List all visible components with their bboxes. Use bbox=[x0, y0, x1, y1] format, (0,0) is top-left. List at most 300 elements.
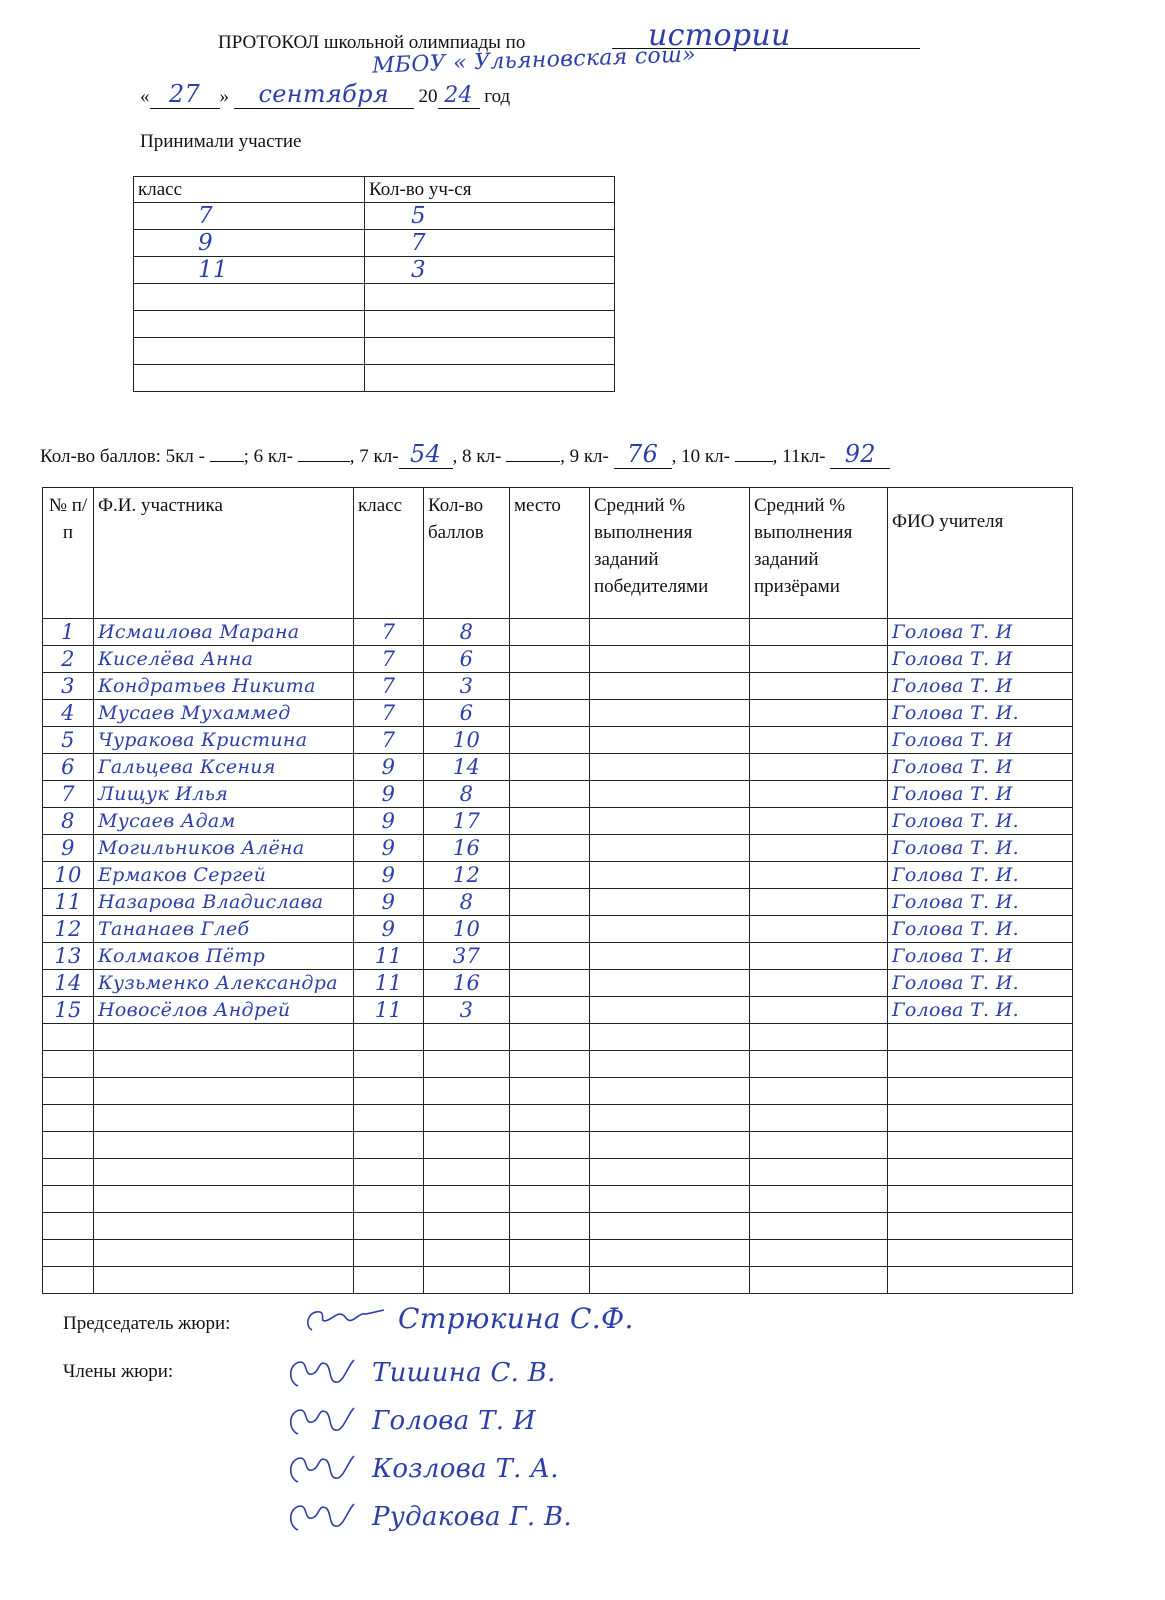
cell-score: 16 bbox=[424, 835, 510, 862]
participation-row bbox=[134, 338, 615, 365]
cell-avg-winners bbox=[590, 889, 750, 916]
cell-name: Могильников Алёна bbox=[94, 835, 354, 862]
cell-place bbox=[510, 673, 590, 700]
participation-header-row bbox=[134, 177, 615, 203]
score-10 bbox=[735, 461, 773, 462]
cell-score bbox=[424, 1105, 510, 1132]
cell-name bbox=[94, 1051, 354, 1078]
year-word: год bbox=[484, 86, 511, 107]
cell-place bbox=[510, 943, 590, 970]
cell-place bbox=[510, 1078, 590, 1105]
member-name: Козлова Т. А. bbox=[372, 1454, 559, 1484]
cell-name bbox=[94, 1213, 354, 1240]
cell-num bbox=[43, 1105, 94, 1132]
participation-row bbox=[134, 230, 615, 257]
table-row bbox=[43, 1240, 1073, 1267]
member-signature bbox=[282, 1352, 362, 1398]
cell-place bbox=[510, 1240, 590, 1267]
table-row bbox=[43, 619, 1073, 646]
participation-class-cell bbox=[134, 311, 365, 338]
cell-num bbox=[43, 1078, 94, 1105]
cell-avg-winners bbox=[590, 646, 750, 673]
cell-num: 12 bbox=[43, 916, 94, 943]
member-name: Рудакова Г. В. bbox=[372, 1502, 572, 1532]
results-header-row bbox=[43, 488, 1073, 619]
cell-place bbox=[510, 1051, 590, 1078]
cell-teacher bbox=[888, 1132, 1073, 1159]
cell-num: 10 bbox=[43, 862, 94, 889]
col-teacher-header: ФИО учителя bbox=[888, 488, 1073, 619]
cell-score: 17 bbox=[424, 808, 510, 835]
member-signature bbox=[282, 1400, 362, 1446]
cell-name bbox=[94, 1159, 354, 1186]
participation-count-cell: 3 bbox=[365, 257, 615, 284]
col-place-header: место bbox=[510, 488, 590, 619]
cell-class bbox=[354, 1024, 424, 1051]
participation-row bbox=[134, 203, 615, 230]
table-row bbox=[43, 1105, 1073, 1132]
cell-score bbox=[424, 1132, 510, 1159]
subject-value: истории bbox=[648, 18, 791, 53]
table-row bbox=[43, 808, 1073, 835]
year-field bbox=[438, 83, 480, 109]
scores-line bbox=[40, 440, 890, 469]
cell-class: 7 bbox=[354, 619, 424, 646]
col-count-header: Кол-во уч-ся bbox=[365, 177, 615, 203]
cell-avg-prize bbox=[750, 943, 888, 970]
cell-score: 8 bbox=[424, 781, 510, 808]
table-row bbox=[43, 1267, 1073, 1294]
cell-name: Назарова Владислава bbox=[94, 889, 354, 916]
month-field bbox=[234, 80, 414, 109]
cell-teacher: Голова Т. И bbox=[888, 781, 1073, 808]
col-score-header: Кол-во баллов bbox=[424, 488, 510, 619]
member-name: Голова Т. И bbox=[372, 1406, 536, 1436]
cell-class: 7 bbox=[354, 727, 424, 754]
cell-num bbox=[43, 1240, 94, 1267]
cell-score: 16 bbox=[424, 970, 510, 997]
cell-class: 7 bbox=[354, 673, 424, 700]
cell-score bbox=[424, 1159, 510, 1186]
cell-avg-prize bbox=[750, 619, 888, 646]
cell-name: Чуракова Кристина bbox=[94, 727, 354, 754]
cell-place bbox=[510, 700, 590, 727]
cell-avg-winners bbox=[590, 808, 750, 835]
table-row bbox=[43, 1024, 1073, 1051]
cell-num: 9 bbox=[43, 835, 94, 862]
participation-class-cell: 9 bbox=[134, 230, 365, 257]
cell-place bbox=[510, 781, 590, 808]
cell-avg-winners bbox=[590, 781, 750, 808]
cell-avg-prize bbox=[750, 1132, 888, 1159]
cell-teacher bbox=[888, 1078, 1073, 1105]
cell-class bbox=[354, 1132, 424, 1159]
cell-place bbox=[510, 727, 590, 754]
cell-class bbox=[354, 1186, 424, 1213]
cell-class bbox=[354, 1105, 424, 1132]
cell-score: 37 bbox=[424, 943, 510, 970]
cell-num bbox=[43, 1024, 94, 1051]
cell-score: 14 bbox=[424, 754, 510, 781]
table-row bbox=[43, 754, 1073, 781]
cell-class: 11 bbox=[354, 943, 424, 970]
cell-name bbox=[94, 1240, 354, 1267]
date-close-quote: » bbox=[219, 86, 229, 107]
col-avg-prize-header: Средний % выполнения заданий призёрами bbox=[750, 488, 888, 619]
cell-avg-winners bbox=[590, 862, 750, 889]
participation-table bbox=[133, 176, 615, 392]
cell-name bbox=[94, 1267, 354, 1294]
cell-num bbox=[43, 1186, 94, 1213]
cell-score bbox=[424, 1267, 510, 1294]
cell-avg-prize bbox=[750, 889, 888, 916]
cell-avg-prize bbox=[750, 1024, 888, 1051]
cell-place bbox=[510, 1186, 590, 1213]
cell-teacher: Голова Т. И. bbox=[888, 997, 1073, 1024]
cell-avg-winners bbox=[590, 1186, 750, 1213]
cell-avg-prize bbox=[750, 1078, 888, 1105]
cell-avg-winners bbox=[590, 1159, 750, 1186]
month-value: сентября bbox=[258, 80, 389, 108]
cell-avg-prize bbox=[750, 1159, 888, 1186]
cell-num bbox=[43, 1213, 94, 1240]
participation-row bbox=[134, 284, 615, 311]
cell-class: 9 bbox=[354, 889, 424, 916]
table-row bbox=[43, 646, 1073, 673]
cell-score bbox=[424, 1186, 510, 1213]
cell-score: 3 bbox=[424, 997, 510, 1024]
scores-sep-7: , 7 кл- bbox=[349, 446, 399, 467]
cell-avg-winners bbox=[590, 673, 750, 700]
participation-count-cell bbox=[365, 284, 615, 311]
table-row bbox=[43, 1078, 1073, 1105]
cell-num: 8 bbox=[43, 808, 94, 835]
cell-avg-winners bbox=[590, 1213, 750, 1240]
score-7-value: 54 bbox=[409, 440, 442, 468]
cell-teacher bbox=[888, 1186, 1073, 1213]
cell-class: 9 bbox=[354, 781, 424, 808]
participation-count-cell: 5 bbox=[365, 203, 615, 230]
table-row bbox=[43, 1051, 1073, 1078]
cell-num: 15 bbox=[43, 997, 94, 1024]
col-name-header: Ф.И. участника bbox=[94, 488, 354, 619]
table-row bbox=[43, 1186, 1073, 1213]
cell-score: 6 bbox=[424, 700, 510, 727]
cell-class bbox=[354, 1267, 424, 1294]
cell-teacher bbox=[888, 1159, 1073, 1186]
cell-avg-winners bbox=[590, 1078, 750, 1105]
cell-avg-prize bbox=[750, 781, 888, 808]
cell-avg-winners bbox=[590, 1267, 750, 1294]
cell-teacher: Голова Т. И. bbox=[888, 862, 1073, 889]
results-table bbox=[42, 487, 1073, 1294]
cell-score: 10 bbox=[424, 916, 510, 943]
cell-teacher: Голова Т. И. bbox=[888, 700, 1073, 727]
cell-place bbox=[510, 889, 590, 916]
cell-name: Мусаев Адам bbox=[94, 808, 354, 835]
col-num-header: № п/п bbox=[43, 488, 94, 619]
cell-avg-prize bbox=[750, 916, 888, 943]
cell-name: Новосёлов Андрей bbox=[94, 997, 354, 1024]
table-row bbox=[43, 862, 1073, 889]
scores-label: Кол-во баллов: 5кл - bbox=[40, 446, 210, 467]
cell-name bbox=[94, 1024, 354, 1051]
cell-avg-prize bbox=[750, 970, 888, 997]
cell-avg-winners bbox=[590, 1024, 750, 1051]
chair-signature bbox=[300, 1300, 390, 1340]
table-row bbox=[43, 1159, 1073, 1186]
score-9 bbox=[614, 440, 672, 469]
cell-place bbox=[510, 835, 590, 862]
cell-num: 4 bbox=[43, 700, 94, 727]
cell-avg-prize bbox=[750, 1105, 888, 1132]
participation-class-cell: 11 bbox=[134, 257, 365, 284]
table-row bbox=[43, 943, 1073, 970]
cell-class: 11 bbox=[354, 970, 424, 997]
cell-name bbox=[94, 1078, 354, 1105]
cell-place bbox=[510, 1213, 590, 1240]
cell-teacher bbox=[888, 1051, 1073, 1078]
cell-teacher bbox=[888, 1240, 1073, 1267]
cell-teacher: Голова Т. И. bbox=[888, 970, 1073, 997]
cell-teacher: Голова Т. И. bbox=[888, 889, 1073, 916]
cell-avg-prize bbox=[750, 754, 888, 781]
cell-teacher: Голова Т. И bbox=[888, 673, 1073, 700]
member-signature bbox=[282, 1448, 362, 1494]
cell-teacher: Голова Т. И bbox=[888, 754, 1073, 781]
cell-avg-winners bbox=[590, 916, 750, 943]
cell-num: 6 bbox=[43, 754, 94, 781]
cell-score: 8 bbox=[424, 889, 510, 916]
cell-avg-winners bbox=[590, 700, 750, 727]
cell-num: 2 bbox=[43, 646, 94, 673]
cell-score bbox=[424, 1024, 510, 1051]
cell-score: 8 bbox=[424, 619, 510, 646]
cell-class bbox=[354, 1078, 424, 1105]
participation-count-cell bbox=[365, 338, 615, 365]
cell-name: Лищук Илья bbox=[94, 781, 354, 808]
participation-count-cell: 7 bbox=[365, 230, 615, 257]
cell-avg-prize bbox=[750, 1213, 888, 1240]
cell-class: 9 bbox=[354, 808, 424, 835]
cell-avg-prize bbox=[750, 1267, 888, 1294]
cell-place bbox=[510, 619, 590, 646]
jury-members-label: Члены жюри: bbox=[63, 1361, 174, 1382]
participation-row bbox=[134, 311, 615, 338]
cell-teacher: Голова Т. И. bbox=[888, 916, 1073, 943]
cell-class bbox=[354, 1240, 424, 1267]
cell-name: Мусаев Мухаммед bbox=[94, 700, 354, 727]
score-11 bbox=[830, 440, 890, 469]
chair-name: Стрюкина С.Ф. bbox=[398, 1302, 634, 1335]
cell-place bbox=[510, 1267, 590, 1294]
cell-avg-prize bbox=[750, 646, 888, 673]
cell-place bbox=[510, 754, 590, 781]
cell-place bbox=[510, 1132, 590, 1159]
cell-place bbox=[510, 646, 590, 673]
cell-name: Тананаев Глеб bbox=[94, 916, 354, 943]
cell-name bbox=[94, 1105, 354, 1132]
cell-teacher: Голова Т. И bbox=[888, 727, 1073, 754]
cell-class: 9 bbox=[354, 835, 424, 862]
scores-sep-8: , 8 кл- bbox=[452, 446, 507, 467]
cell-class: 9 bbox=[354, 754, 424, 781]
cell-num bbox=[43, 1159, 94, 1186]
table-row bbox=[43, 700, 1073, 727]
member-name: Тишина С. В. bbox=[372, 1358, 556, 1388]
cell-place bbox=[510, 808, 590, 835]
cell-score bbox=[424, 1213, 510, 1240]
score-11-value: 92 bbox=[844, 440, 876, 468]
cell-num bbox=[43, 1132, 94, 1159]
cell-teacher bbox=[888, 1024, 1073, 1051]
score-8 bbox=[506, 461, 560, 462]
cell-teacher: Голова Т. И bbox=[888, 943, 1073, 970]
cell-num: 14 bbox=[43, 970, 94, 997]
cell-score: 6 bbox=[424, 646, 510, 673]
table-row bbox=[43, 673, 1073, 700]
score-7 bbox=[399, 440, 453, 469]
cell-place bbox=[510, 916, 590, 943]
cell-place bbox=[510, 1105, 590, 1132]
cell-place bbox=[510, 997, 590, 1024]
cell-avg-winners bbox=[590, 997, 750, 1024]
cell-num: 3 bbox=[43, 673, 94, 700]
table-row bbox=[43, 781, 1073, 808]
table-row bbox=[43, 1132, 1073, 1159]
col-avg-winners-header: Средний % выполнения заданий победителями bbox=[590, 488, 750, 619]
cell-teacher: Голова Т. И bbox=[888, 619, 1073, 646]
cell-class: 11 bbox=[354, 997, 424, 1024]
cell-score bbox=[424, 1240, 510, 1267]
cell-teacher: Голова Т. И. bbox=[888, 835, 1073, 862]
cell-place bbox=[510, 1024, 590, 1051]
cell-class bbox=[354, 1213, 424, 1240]
cell-avg-winners bbox=[590, 970, 750, 997]
cell-name: Колмаков Пётр bbox=[94, 943, 354, 970]
participation-class-cell bbox=[134, 365, 365, 392]
participation-class-cell bbox=[134, 338, 365, 365]
cell-score: 3 bbox=[424, 673, 510, 700]
cell-avg-winners bbox=[590, 943, 750, 970]
cell-avg-winners bbox=[590, 835, 750, 862]
cell-avg-prize bbox=[750, 862, 888, 889]
cell-score: 10 bbox=[424, 727, 510, 754]
title-prefix: ПРОТОКОЛ школьной олимпиады по bbox=[218, 32, 526, 53]
cell-num: 5 bbox=[43, 727, 94, 754]
score-5 bbox=[210, 461, 244, 462]
cell-num: 1 bbox=[43, 619, 94, 646]
cell-place bbox=[510, 1159, 590, 1186]
cell-avg-prize bbox=[750, 1240, 888, 1267]
participation-row bbox=[134, 365, 615, 392]
cell-avg-winners bbox=[590, 619, 750, 646]
cell-teacher bbox=[888, 1213, 1073, 1240]
table-row bbox=[43, 727, 1073, 754]
scores-sep-10: , 10 кл- bbox=[671, 446, 735, 467]
date-line bbox=[140, 80, 510, 109]
cell-class bbox=[354, 1159, 424, 1186]
cell-num: 7 bbox=[43, 781, 94, 808]
cell-avg-prize bbox=[750, 1186, 888, 1213]
scores-sep-9: , 9 кл- bbox=[560, 446, 614, 467]
cell-name: Гальцева Ксения bbox=[94, 754, 354, 781]
cell-num bbox=[43, 1267, 94, 1294]
participation-count-cell bbox=[365, 365, 615, 392]
cell-score bbox=[424, 1078, 510, 1105]
cell-score bbox=[424, 1051, 510, 1078]
table-row bbox=[43, 889, 1073, 916]
cell-avg-prize bbox=[750, 997, 888, 1024]
cell-avg-winners bbox=[590, 1240, 750, 1267]
cell-teacher: Голова Т. И bbox=[888, 646, 1073, 673]
participation-class-cell bbox=[134, 284, 365, 311]
cell-avg-winners bbox=[590, 754, 750, 781]
scores-sep-6: ; 6 кл- bbox=[243, 446, 298, 467]
school-name: МБОУ « Ульяновская сош» bbox=[371, 42, 697, 79]
cell-name bbox=[94, 1132, 354, 1159]
cell-num bbox=[43, 1051, 94, 1078]
participation-row bbox=[134, 257, 615, 284]
cell-name: Кузьменко Александра bbox=[94, 970, 354, 997]
cell-name: Ермаков Сергей bbox=[94, 862, 354, 889]
col-class-header: класс bbox=[354, 488, 424, 619]
table-row bbox=[43, 835, 1073, 862]
cell-teacher: Голова Т. И. bbox=[888, 808, 1073, 835]
cell-place bbox=[510, 970, 590, 997]
cell-avg-winners bbox=[590, 1051, 750, 1078]
day-field bbox=[150, 80, 220, 109]
table-row bbox=[43, 997, 1073, 1024]
cell-avg-winners bbox=[590, 1105, 750, 1132]
cell-num: 13 bbox=[43, 943, 94, 970]
cell-score: 12 bbox=[424, 862, 510, 889]
score-9-value: 76 bbox=[627, 440, 659, 468]
cell-avg-winners bbox=[590, 727, 750, 754]
jury-chair-label: Председатель жюри: bbox=[63, 1313, 231, 1334]
table-row bbox=[43, 916, 1073, 943]
cell-avg-prize bbox=[750, 808, 888, 835]
col-class-header: класс bbox=[134, 177, 365, 203]
cell-class: 9 bbox=[354, 862, 424, 889]
cell-avg-prize bbox=[750, 1051, 888, 1078]
day-value: 27 bbox=[168, 80, 201, 108]
cell-name: Киселёва Анна bbox=[94, 646, 354, 673]
cell-class: 9 bbox=[354, 916, 424, 943]
date-open-quote: « bbox=[140, 86, 150, 107]
cell-class: 7 bbox=[354, 646, 424, 673]
participation-count-cell bbox=[365, 311, 615, 338]
cell-class bbox=[354, 1051, 424, 1078]
cell-avg-prize bbox=[750, 673, 888, 700]
cell-name: Кондратьев Никита bbox=[94, 673, 354, 700]
cell-place bbox=[510, 862, 590, 889]
participation-class-cell: 7 bbox=[134, 203, 365, 230]
cell-avg-winners bbox=[590, 1132, 750, 1159]
table-row bbox=[43, 1213, 1073, 1240]
cell-class: 7 bbox=[354, 700, 424, 727]
table-row bbox=[43, 970, 1073, 997]
cell-name: Исмаилова Марана bbox=[94, 619, 354, 646]
participation-heading: Принимали участие bbox=[140, 131, 302, 152]
cell-teacher bbox=[888, 1267, 1073, 1294]
cell-name bbox=[94, 1186, 354, 1213]
score-6 bbox=[298, 461, 350, 462]
cell-avg-prize bbox=[750, 727, 888, 754]
year-suffix: 24 bbox=[444, 83, 473, 108]
scores-sep-11: , 11кл- bbox=[772, 446, 831, 467]
cell-teacher bbox=[888, 1105, 1073, 1132]
